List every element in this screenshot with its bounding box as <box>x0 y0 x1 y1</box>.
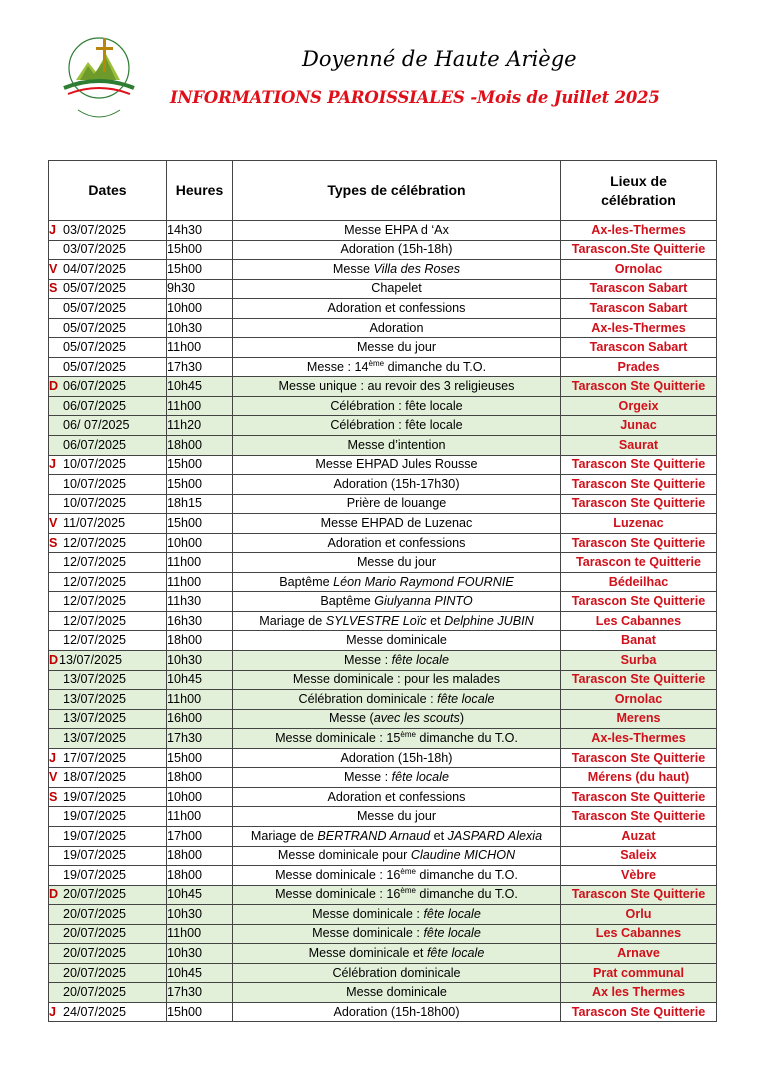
cell-date <box>49 631 167 651</box>
cell-type: Messe (avec les scouts) <box>233 709 561 729</box>
date-text: 19/07/2025 <box>63 789 127 804</box>
page-subtitle: INFORMATIONS PAROISSIALES -Mois de Juillet 2025 <box>170 88 660 107</box>
date-text: 12/07/2025 <box>63 594 127 609</box>
cell-date <box>49 768 167 788</box>
cell-date <box>49 846 167 866</box>
cell-date <box>49 475 167 495</box>
cell-place: Prat communal <box>561 963 717 983</box>
cell-date <box>49 318 167 338</box>
date-text: 19/07/2025 <box>63 809 127 824</box>
cell-type: Messe dominicale <box>233 983 561 1003</box>
cell-date <box>49 670 167 690</box>
cell-hour: 18h15 <box>167 494 233 514</box>
cell-hour: 11h00 <box>167 553 233 573</box>
cell-type: Prière de louange <box>233 494 561 514</box>
cell-place: Merens <box>561 709 717 729</box>
cell-place: Tarascon Ste Quitterie <box>561 670 717 690</box>
cell-place: Ax-les-Thermes <box>561 318 717 338</box>
table-row <box>49 768 717 788</box>
table-row <box>49 866 717 886</box>
table-row <box>49 729 717 749</box>
cell-place: Tarascon Sabart <box>561 299 717 319</box>
cell-hour: 18h00 <box>167 436 233 456</box>
cell-hour: 11h00 <box>167 572 233 592</box>
date-text: 13/07/2025 <box>63 711 127 726</box>
table-row <box>49 611 717 631</box>
cell-date <box>49 826 167 846</box>
cell-date <box>49 514 167 534</box>
cell-type: Messe EHPAD de Luzenac <box>233 514 561 534</box>
cell-date <box>49 338 167 358</box>
day-letter: V <box>49 515 58 530</box>
table-row <box>49 748 717 768</box>
cell-date <box>49 690 167 710</box>
table-header-row <box>49 161 717 221</box>
cell-hour: 16h30 <box>167 611 233 631</box>
cell-type: Mariage de SYLVESTRE Loïc et Delphine JUBIN <box>233 611 561 631</box>
cell-place: Tarascon Ste Quitterie <box>561 1002 717 1022</box>
day-letter: V <box>49 770 58 785</box>
cell-hour: 17h30 <box>167 729 233 749</box>
cell-hour: 17h00 <box>167 826 233 846</box>
cell-type: Messe dominicale : 15ème dimanche du T.O. <box>233 729 561 749</box>
cell-place: Orlu <box>561 905 717 925</box>
cell-hour: 15h00 <box>167 240 233 260</box>
table-row <box>49 318 717 338</box>
cell-place: Les Cabannes <box>561 611 717 631</box>
cell-hour: 11h00 <box>167 924 233 944</box>
cell-type: Adoration (15h-18h) <box>233 748 561 768</box>
day-letter: J <box>49 750 57 765</box>
date-text: 06/ 07/2025 <box>63 418 130 433</box>
cell-type: Mariage de BERTRAND Arnaud et JASPARD Alexia <box>233 826 561 846</box>
table-row <box>49 963 717 983</box>
table-row <box>49 709 717 729</box>
day-letter: S <box>49 789 58 804</box>
date-text: 13/07/2025 <box>59 652 123 667</box>
table-row <box>49 944 717 964</box>
cell-date <box>49 299 167 319</box>
date-text: 10/07/2025 <box>63 457 127 472</box>
schedule-table <box>48 160 717 1022</box>
cell-date <box>49 807 167 827</box>
cell-date <box>49 455 167 475</box>
date-text: 18/07/2025 <box>63 770 127 785</box>
cell-place: Bédeilhac <box>561 572 717 592</box>
cell-place: Ornolac <box>561 690 717 710</box>
cell-hour: 10h30 <box>167 318 233 338</box>
table-row <box>49 592 717 612</box>
table-row <box>49 553 717 573</box>
cell-type: Célébration : fête locale <box>233 416 561 436</box>
cell-date <box>49 983 167 1003</box>
date-text: 13/07/2025 <box>63 730 127 745</box>
cell-hour: 16h00 <box>167 709 233 729</box>
cell-place: Ax-les-Thermes <box>561 729 717 749</box>
table-row <box>49 299 717 319</box>
table-row <box>49 260 717 280</box>
cell-date <box>49 787 167 807</box>
table-row <box>49 533 717 553</box>
cell-place: Tarascon Sabart <box>561 338 717 358</box>
table-row <box>49 475 717 495</box>
cell-hour: 10h45 <box>167 963 233 983</box>
table-row <box>49 514 717 534</box>
cell-date <box>49 436 167 456</box>
cell-place: Arnave <box>561 944 717 964</box>
cell-type: Chapelet <box>233 279 561 299</box>
cell-date <box>49 592 167 612</box>
page-title: Doyenné de Haute Ariège <box>302 47 577 71</box>
cell-date <box>49 611 167 631</box>
cell-date <box>49 260 167 280</box>
table-row <box>49 221 717 241</box>
cell-place: Tarascon Ste Quitterie <box>561 455 717 475</box>
cell-date <box>49 396 167 416</box>
cell-hour: 15h00 <box>167 1002 233 1022</box>
date-text: 19/07/2025 <box>63 828 127 843</box>
table-row <box>49 885 717 905</box>
cell-hour: 18h00 <box>167 846 233 866</box>
date-text: 19/07/2025 <box>63 848 127 863</box>
date-text: 05/07/2025 <box>63 359 127 374</box>
cell-date <box>49 357 167 377</box>
cell-date <box>49 1002 167 1022</box>
date-text: 06/07/2025 <box>63 398 127 413</box>
cell-type: Messe dominicale : pour les malades <box>233 670 561 690</box>
cell-place: Banat <box>561 631 717 651</box>
cell-hour: 11h00 <box>167 807 233 827</box>
table-row <box>49 826 717 846</box>
cell-hour: 15h00 <box>167 475 233 495</box>
column-header-types: Types de célébration <box>233 161 561 221</box>
cell-place: Ax les Thermes <box>561 983 717 1003</box>
cell-type: Messe dominicale <box>233 631 561 651</box>
day-letter: D <box>49 887 59 902</box>
cell-place: Tarascon.Ste Quitterie <box>561 240 717 260</box>
date-text: 20/07/2025 <box>63 887 127 902</box>
cell-date <box>49 944 167 964</box>
date-text: 11/07/2025 <box>63 515 126 530</box>
cell-place: Tarascon Ste Quitterie <box>561 377 717 397</box>
cell-type: Adoration (15h-18h) <box>233 240 561 260</box>
table-row <box>49 983 717 1003</box>
cell-date <box>49 533 167 553</box>
cell-hour: 11h00 <box>167 338 233 358</box>
cell-hour: 10h00 <box>167 787 233 807</box>
date-text: 12/07/2025 <box>63 555 127 570</box>
cell-place: Auzat <box>561 826 717 846</box>
day-letter: D <box>49 379 59 394</box>
cell-type: Célébration dominicale : fête locale <box>233 690 561 710</box>
cell-date <box>49 709 167 729</box>
cell-place: Tarascon Ste Quitterie <box>561 787 717 807</box>
cell-place: Surba <box>561 651 717 671</box>
cell-type: Adoration <box>233 318 561 338</box>
cell-place: Saleix <box>561 846 717 866</box>
cell-type: Messe d’intention <box>233 436 561 456</box>
cell-place: Saurat <box>561 436 717 456</box>
cell-type: Messe Villa des Roses <box>233 260 561 280</box>
cell-place: Les Cabannes <box>561 924 717 944</box>
date-text: 12/07/2025 <box>63 633 127 648</box>
table-row <box>49 807 717 827</box>
table-row <box>49 905 717 925</box>
date-text: 20/07/2025 <box>63 965 127 980</box>
cell-type: Messe EHPAD Jules Rousse <box>233 455 561 475</box>
date-text: 19/07/2025 <box>63 867 127 882</box>
cell-hour: 11h20 <box>167 416 233 436</box>
cell-hour: 9h30 <box>167 279 233 299</box>
cell-hour: 10h45 <box>167 670 233 690</box>
cell-type: Messe : fête locale <box>233 651 561 671</box>
column-header-lieux: Lieux de célébration <box>561 161 717 221</box>
table-row <box>49 455 717 475</box>
cell-type: Messe dominicale : fête locale <box>233 905 561 925</box>
cell-hour: 11h00 <box>167 690 233 710</box>
table-row <box>49 631 717 651</box>
cell-hour: 18h00 <box>167 768 233 788</box>
cell-type: Messe dominicale et fête locale <box>233 944 561 964</box>
table-row <box>49 924 717 944</box>
day-letter: J <box>49 222 57 237</box>
table-row <box>49 377 717 397</box>
table-row <box>49 279 717 299</box>
cell-type: Baptême Giulyanna PINTO <box>233 592 561 612</box>
cell-date <box>49 279 167 299</box>
date-text: 03/07/2025 <box>63 222 127 237</box>
table-row <box>49 416 717 436</box>
cell-date <box>49 572 167 592</box>
date-text: 12/07/2025 <box>63 574 127 589</box>
cell-type: Messe unique : au revoir des 3 religieuses <box>233 377 561 397</box>
table-row <box>49 787 717 807</box>
cell-place: Junac <box>561 416 717 436</box>
cell-date <box>49 494 167 514</box>
date-text: 20/07/2025 <box>63 906 127 921</box>
day-letter: J <box>49 457 57 472</box>
cell-hour: 10h30 <box>167 651 233 671</box>
date-text: 13/07/2025 <box>63 672 127 687</box>
table-row <box>49 436 717 456</box>
date-text: 20/07/2025 <box>63 985 127 1000</box>
cell-place: Tarascon Ste Quitterie <box>561 533 717 553</box>
cell-place: Tarascon Ste Quitterie <box>561 885 717 905</box>
cell-hour: 15h00 <box>167 748 233 768</box>
cell-date <box>49 866 167 886</box>
date-text: 05/07/2025 <box>63 281 127 296</box>
table-row <box>49 240 717 260</box>
cell-date <box>49 748 167 768</box>
cell-place: Mérens (du haut) <box>561 768 717 788</box>
cell-type: Messe du jour <box>233 338 561 358</box>
day-letter: D <box>49 652 59 667</box>
cell-type: Messe : 14ème dimanche du T.O. <box>233 357 561 377</box>
date-text: 12/07/2025 <box>63 535 127 550</box>
cell-date <box>49 729 167 749</box>
cell-type: Messe dominicale : fête locale <box>233 924 561 944</box>
cell-date <box>49 553 167 573</box>
cell-type: Messe : fête locale <box>233 768 561 788</box>
date-text: 06/07/2025 <box>63 379 127 394</box>
cell-place: Ax-les-Thermes <box>561 221 717 241</box>
cell-hour: 18h00 <box>167 631 233 651</box>
table-row <box>49 1002 717 1022</box>
cell-date <box>49 221 167 241</box>
cell-date <box>49 240 167 260</box>
cell-place: Tarascon Ste Quitterie <box>561 592 717 612</box>
cell-type: Messe dominicale pour Claudine MICHON <box>233 846 561 866</box>
date-text: 04/07/2025 <box>63 261 127 276</box>
cell-hour: 10h30 <box>167 944 233 964</box>
cell-place: Prades <box>561 357 717 377</box>
date-text: 05/07/2025 <box>63 320 127 335</box>
cell-place: Luzenac <box>561 514 717 534</box>
table-row <box>49 396 717 416</box>
column-header-heures: Heures <box>167 161 233 221</box>
cell-place: Vèbre <box>561 866 717 886</box>
column-header-dates: Dates <box>49 161 167 221</box>
cell-type: Adoration (15h-17h30) <box>233 475 561 495</box>
cell-hour: 11h00 <box>167 396 233 416</box>
cell-type: Messe dominicale : 16ème dimanche du T.O. <box>233 866 561 886</box>
table-row <box>49 494 717 514</box>
cell-date <box>49 905 167 925</box>
date-text: 06/07/2025 <box>63 437 127 452</box>
logo <box>54 30 144 130</box>
cell-type: Célébration : fête locale <box>233 396 561 416</box>
cell-hour: 10h45 <box>167 377 233 397</box>
cell-place: Orgeix <box>561 396 717 416</box>
cell-hour: 17h30 <box>167 357 233 377</box>
cell-place: Tarascon Ste Quitterie <box>561 748 717 768</box>
cell-hour: 14h30 <box>167 221 233 241</box>
cell-date <box>49 651 167 671</box>
day-letter: V <box>49 261 58 276</box>
table-row <box>49 357 717 377</box>
date-text: 12/07/2025 <box>63 613 127 628</box>
table-row <box>49 572 717 592</box>
cell-hour: 15h00 <box>167 455 233 475</box>
date-text: 10/07/2025 <box>63 476 127 491</box>
day-letter: S <box>49 535 58 550</box>
cell-hour: 18h00 <box>167 866 233 886</box>
table-row <box>49 651 717 671</box>
day-letter: S <box>49 281 58 296</box>
date-text: 17/07/2025 <box>63 750 127 765</box>
cell-date <box>49 963 167 983</box>
date-text: 24/07/2025 <box>63 1004 127 1019</box>
date-text: 03/07/2025 <box>63 242 127 257</box>
table-row <box>49 846 717 866</box>
cell-place: Ornolac <box>561 260 717 280</box>
cell-date <box>49 416 167 436</box>
cell-date <box>49 885 167 905</box>
cell-hour: 10h30 <box>167 905 233 925</box>
cell-type: Adoration et confessions <box>233 533 561 553</box>
cell-hour: 10h00 <box>167 533 233 553</box>
cell-type: Messe du jour <box>233 553 561 573</box>
cell-type: Adoration et confessions <box>233 299 561 319</box>
cell-type: Adoration et confessions <box>233 787 561 807</box>
cell-type: Messe dominicale : 16ème dimanche du T.O. <box>233 885 561 905</box>
cell-type: Adoration (15h-18h00) <box>233 1002 561 1022</box>
cell-type: Messe EHPA d ‘Ax <box>233 221 561 241</box>
cell-hour: 11h30 <box>167 592 233 612</box>
cell-type: Célébration dominicale <box>233 963 561 983</box>
date-text: 13/07/2025 <box>63 691 127 706</box>
table-row <box>49 690 717 710</box>
cell-date <box>49 377 167 397</box>
date-text: 10/07/2025 <box>63 496 127 511</box>
cell-place: Tarascon Ste Quitterie <box>561 475 717 495</box>
date-text: 05/07/2025 <box>63 340 127 355</box>
day-letter: J <box>49 1004 57 1019</box>
cell-place: Tarascon Ste Quitterie <box>561 807 717 827</box>
cell-type: Baptême Léon Mario Raymond FOURNIE <box>233 572 561 592</box>
cell-type: Messe du jour <box>233 807 561 827</box>
date-text: 20/07/2025 <box>63 946 127 960</box>
cell-place: Tarascon Sabart <box>561 279 717 299</box>
cell-place: Tarascon te Quitterie <box>561 553 717 573</box>
cell-hour: 15h00 <box>167 514 233 534</box>
date-text: 05/07/2025 <box>63 300 127 315</box>
cell-hour: 10h00 <box>167 299 233 319</box>
cell-date <box>49 924 167 944</box>
cell-hour: 17h30 <box>167 983 233 1003</box>
cell-place: Tarascon Ste Quitterie <box>561 494 717 514</box>
cell-hour: 15h00 <box>167 260 233 280</box>
table-row <box>49 338 717 358</box>
table-row <box>49 670 717 690</box>
cell-hour: 10h45 <box>167 885 233 905</box>
date-text: 20/07/2025 <box>63 926 127 941</box>
